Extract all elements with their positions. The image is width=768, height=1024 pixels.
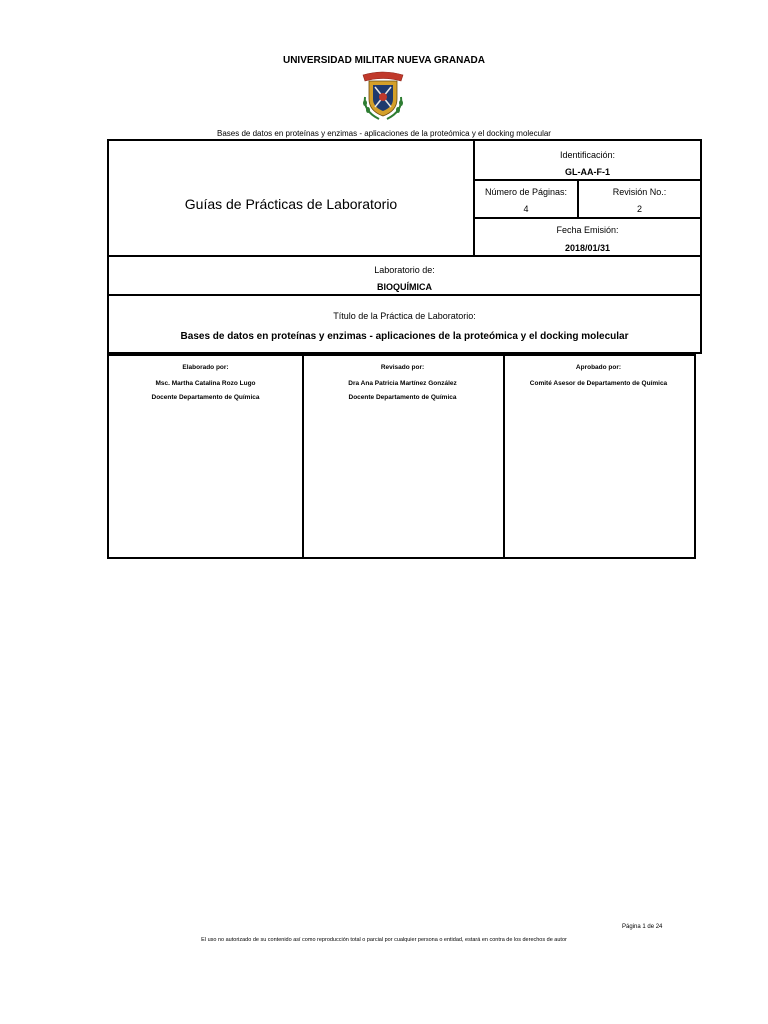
num-paginas-cell [475, 181, 579, 217]
revisado-label: Revisado por: [380, 364, 425, 371]
fecha-emision-cell [475, 219, 700, 255]
num-paginas-label: Número de Páginas: [484, 187, 568, 197]
titulo-practica-cell [107, 294, 702, 354]
copyright-notice: El uso no autorizado de su contenido así como reproducción total o parcial por cualquier persona o entidad, estará en contra de los derechos de autor [201, 937, 567, 943]
elaborado-role: Docente Departamento de Química [151, 394, 260, 401]
elaborado-label: Elaborado por: [182, 364, 229, 371]
revisado-column [302, 356, 505, 557]
document-subtitle: Bases de datos en proteínas y enzimas - aplicaciones de la proteómica y el docking molecular [217, 129, 551, 138]
revision-cell [579, 181, 700, 217]
university-crest-icon [355, 67, 411, 123]
identificacion-cell [475, 141, 700, 181]
page-number: Página 1 de 24 [622, 924, 663, 930]
document-metadata [473, 139, 702, 257]
titulo-practica-value: Bases de datos en proteínas y enzimas - aplicaciones de la proteómica y el docking molecular [180, 331, 629, 342]
paginas-revision-row [475, 181, 700, 219]
elaborado-name: Msc. Martha Catalina Rozo Lugo [155, 380, 256, 387]
aprobado-name: Comité Asesor de Departamento de Química [529, 380, 668, 387]
fecha-emision-label: Fecha Emisión: [556, 225, 619, 235]
identificacion-value: GL-AA-F-1 [565, 167, 610, 177]
identificacion-label: Identificación: [559, 150, 616, 160]
aprobado-label: Aprobado por: [575, 364, 622, 371]
titulo-practica-label: Título de la Práctica de Laboratorio: [333, 311, 476, 321]
laboratorio-value: BIOQUÍMICA [377, 282, 432, 292]
aprobado-column [503, 356, 694, 557]
signature-table [107, 354, 696, 559]
laboratorio-label: Laboratorio de: [374, 265, 435, 275]
revision-label: Revisión No.: [612, 187, 667, 197]
laboratorio-cell [107, 255, 702, 296]
elaborado-column [109, 356, 304, 557]
revision-value: 2 [636, 204, 642, 214]
university-name: UNIVERSIDAD MILITAR NUEVA GRANADA [282, 55, 486, 66]
revisado-name: Dra Ana Patricia Martínez González [348, 380, 457, 387]
num-paginas-value: 4 [523, 204, 529, 214]
document-title: Guías de Prácticas de Laboratorio [184, 196, 398, 212]
fecha-emision-value: 2018/01/31 [564, 243, 611, 253]
document-title-cell [107, 139, 475, 257]
revisado-role: Docente Departamento de Química [348, 394, 457, 401]
